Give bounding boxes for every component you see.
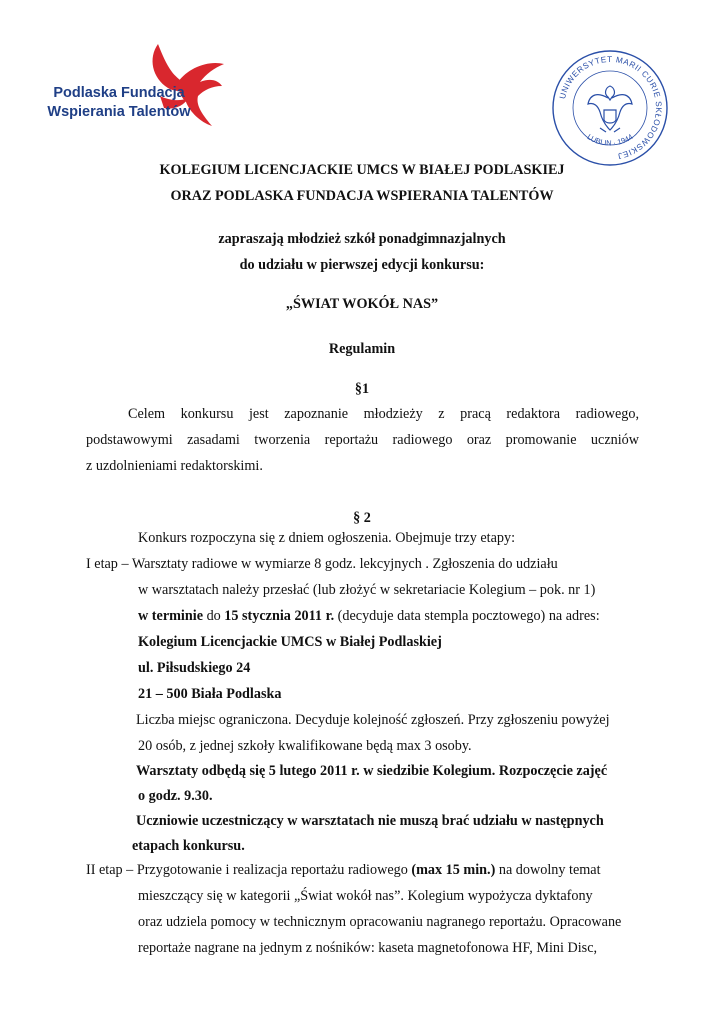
address-line-1: Kolegium Licencjackie UMCS w Białej Podlaskiej — [138, 634, 442, 650]
seal-bottom-text: LUBLIN · 1944 — [585, 132, 635, 148]
section-1-line-3: z uzdolnieniami redaktorskimi. — [86, 458, 263, 474]
section-2-intro: Konkurs rozpoczyna się z dniem ogłoszenia. Obejmuje trzy etapy: — [138, 530, 516, 546]
stage-2-line-2: mieszczący się w kategorii „Świat wokół nas”. Kolegium wypożycza dyktafony — [138, 888, 593, 904]
contest-title: „ŚWIAT WOKÓŁ NAS” — [285, 296, 439, 312]
university-seal — [550, 48, 670, 168]
header-line-2: ORAZ PODLASKA FUNDACJA WSPIERANIA TALENTÓW — [170, 188, 554, 204]
stage-2-line-1: II etap – Przygotowanie i realizacja reportażu radiowego (max 15 min.) na dowolny temat — [86, 862, 601, 878]
limit-line-1: Liczba miejsc ograniczona. Decyduje kolejność zgłoszeń. Przy zgłoszeniu powyżej — [136, 712, 610, 728]
svg-text:LUBLIN · 1944 — [586, 132, 635, 147]
section-1-heading: §1 — [354, 381, 370, 397]
invitation-line-1: zapraszają młodzież szkół ponadgimnazjalnych — [218, 231, 506, 247]
limit-line-2: 20 osób, z jednej szkoły kwalifikowane będą max 3 osoby. — [138, 738, 472, 754]
eagle-icon — [588, 86, 632, 132]
rules-title: Regulamin — [328, 341, 396, 357]
invitation-line-2: do udziału w pierwszej edycji konkursu: — [239, 257, 485, 273]
stage-1-line-1: I etap – Warsztaty radiowe w wymiarze 8 godz. lekcyjnych . Zgłoszenia do udziału — [86, 556, 558, 572]
section-1-line-1: Celem konkursu jest zapoznanie młodzieży z pracą redaktora radiowego, — [128, 406, 639, 422]
workshop-line-1: Warsztaty odbędą się 5 lutego 2011 r. w siedzibie Kolegium. Rozpoczęcie zajęć — [136, 763, 608, 779]
stage-2-line-3: oraz udziela pomocy w technicznym opracowaniu nagranego reportażu. Opracowane — [138, 914, 622, 930]
stage-1-line-2: w warsztatach należy przesłać (lub złożyć w sekretariacie Kolegium – pok. nr 1) — [138, 582, 596, 598]
stage-2-line-4: reportaże nagrane na jednym z nośników: kaseta magnetofonowa HF, Mini Disc, — [138, 940, 598, 956]
address-line-3: 21 – 500 Biała Podlaska — [138, 686, 282, 702]
address-line-2: ul. Piłsudskiego 24 — [138, 660, 251, 676]
header-line-1: KOLEGIUM LICENCJACKIE UMCS W BIAŁEJ PODLASKIEJ — [159, 162, 565, 178]
foundation-name: Podlaska Fundacja Wspierania Talentów — [47, 85, 191, 120]
section-1-line-2: podstawowymi zasadami tworzenia reportażu radiowego oraz promowanie uczniów — [86, 432, 639, 448]
seal-ring-text: UNIWERSYTET MARII CURIE SKŁODOWSKIEJ — [557, 54, 664, 161]
stage-1-line-3: w terminie do 15 stycznia 2011 r. (decyduje data stempla pocztowego) na adres: — [138, 608, 600, 624]
workshop-line-2: o godz. 9.30. — [138, 788, 213, 804]
section-2-heading: § 2 — [353, 510, 371, 526]
note-line-2: etapach konkursu. — [132, 838, 245, 854]
note-line-1: Uczniowie uczestniczący w warsztatach nie muszą brać udziału w następnych — [136, 813, 604, 829]
foundation-logo — [28, 38, 228, 133]
